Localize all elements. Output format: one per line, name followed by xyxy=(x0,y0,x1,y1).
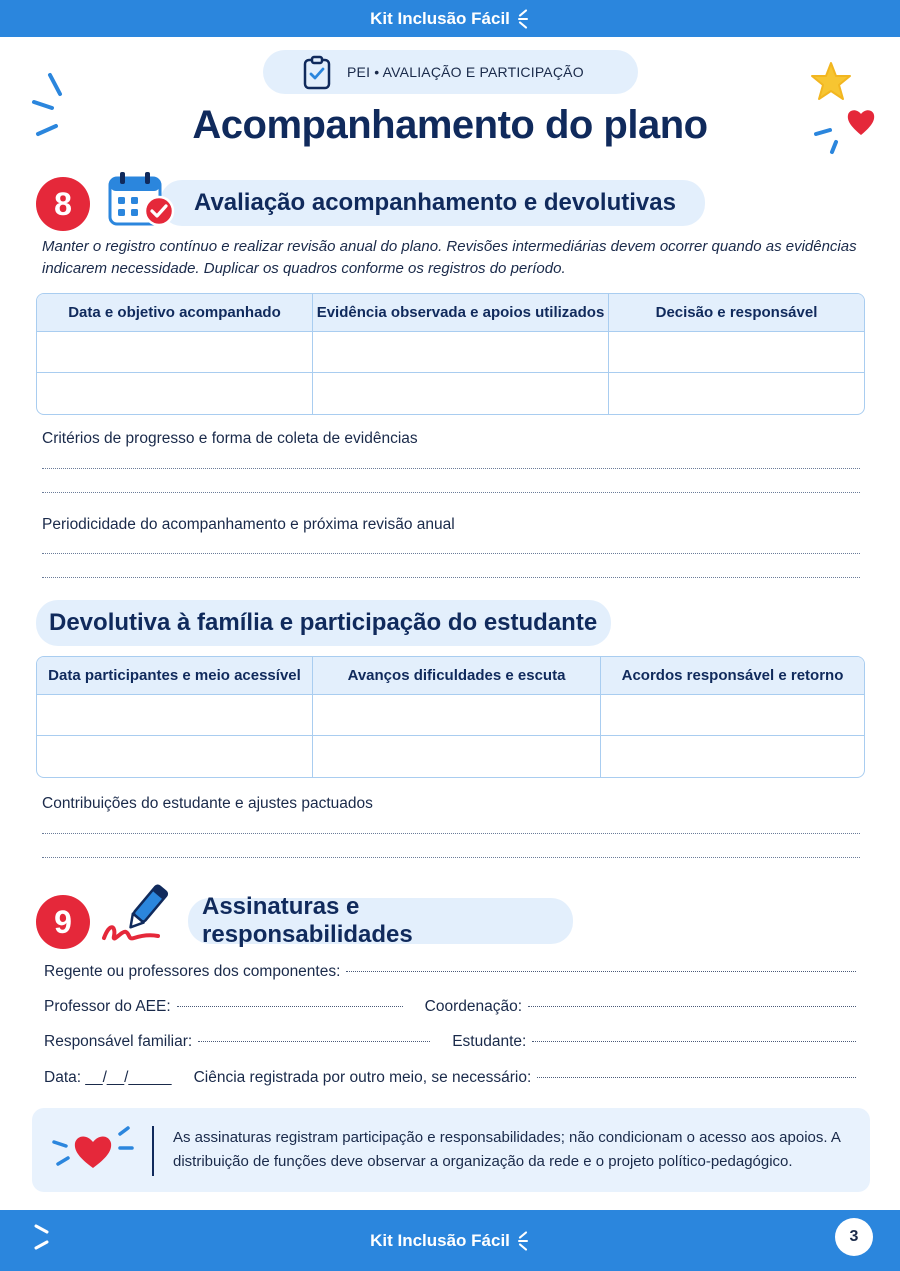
fill-line[interactable] xyxy=(42,577,860,578)
field-label: Critérios de progresso e forma de coleta de evidências xyxy=(42,430,418,447)
date-field[interactable]: Data: __/__/_____ xyxy=(44,1069,172,1086)
monitoring-table xyxy=(36,293,865,415)
table-header-cell: Decisão e responsável xyxy=(609,294,864,332)
signature-label: Professor do AEE: xyxy=(44,998,171,1015)
fill-line[interactable] xyxy=(42,492,860,493)
table-row xyxy=(37,736,864,777)
table-header-cell: Evidência observada e apoios utilizados xyxy=(313,294,609,332)
sparkle-icon xyxy=(516,1232,530,1250)
section-number-badge: 8 xyxy=(36,177,90,231)
table-cell[interactable] xyxy=(37,736,313,777)
table-cell[interactable] xyxy=(37,373,313,414)
signature-line[interactable] xyxy=(532,1041,856,1042)
field-label: Periodicidade do acompanhamento e próxima revisão anual xyxy=(42,516,455,533)
signature-label: Responsável familiar: xyxy=(44,1033,193,1050)
footer-brand: Kit Inclusão Fácil xyxy=(370,1230,510,1250)
header-brand: Kit Inclusão Fácil xyxy=(370,8,510,28)
subsection-heading xyxy=(36,600,611,646)
table-cell[interactable] xyxy=(313,332,609,373)
table-row xyxy=(37,373,864,414)
category-tag-label: PEI • AVALIAÇÃO E PARTICIPAÇÃO xyxy=(347,64,584,80)
signature-line[interactable] xyxy=(537,1077,856,1078)
table-cell[interactable] xyxy=(609,373,864,414)
section-number-badge: 9 xyxy=(36,895,90,949)
signature-line[interactable] xyxy=(177,1006,403,1007)
signature-line[interactable] xyxy=(346,971,856,972)
signature-label: Coordenação: xyxy=(424,998,523,1015)
section-heading xyxy=(160,180,705,226)
calendar-check-icon xyxy=(106,170,176,230)
table-cell[interactable] xyxy=(313,736,601,777)
table-cell[interactable] xyxy=(609,332,864,373)
page-title: Acompanhamento do plano xyxy=(192,103,708,147)
pen-signature-icon xyxy=(100,882,176,948)
top-header-bar xyxy=(0,0,900,37)
clipboard-check-icon xyxy=(301,55,333,91)
fill-line[interactable] xyxy=(42,468,860,469)
table-header-cell: Data participantes e meio acessível xyxy=(37,657,313,695)
decorative-strokes-icon xyxy=(33,1222,55,1252)
table-cell[interactable] xyxy=(37,695,313,736)
section-title: Avaliação acompanhamento e devolutivas xyxy=(194,189,676,216)
footer-bar xyxy=(0,1210,900,1271)
table-cell[interactable] xyxy=(37,332,313,373)
table-cell[interactable] xyxy=(601,695,864,736)
table-cell[interactable] xyxy=(313,695,601,736)
fill-line[interactable] xyxy=(42,553,860,554)
page-number: 3 xyxy=(835,1218,873,1256)
field-label: Contribuições do estudante e ajustes pactuados xyxy=(42,795,373,812)
section-title: Assinaturas e responsabilidades xyxy=(202,893,413,948)
table-cell[interactable] xyxy=(601,736,864,777)
signature-label: Ciência registrada por outro meio, se necessário: xyxy=(193,1069,532,1086)
star-icon xyxy=(810,60,852,102)
table-row xyxy=(37,695,864,736)
category-tag xyxy=(263,50,638,94)
signature-row-aee-coordenacao xyxy=(44,998,858,1016)
fill-line[interactable] xyxy=(42,833,860,834)
table-cell[interactable] xyxy=(313,373,609,414)
signature-label: Regente ou professores dos componentes: xyxy=(44,963,341,980)
signature-line[interactable] xyxy=(528,1006,856,1007)
heart-icon xyxy=(50,1126,134,1174)
section-heading xyxy=(188,893,573,948)
table-header-cell: Acordos responsável e retorno xyxy=(601,657,864,695)
signature-row-data-ciencia xyxy=(44,1069,858,1087)
signature-row-regente xyxy=(44,963,858,981)
family-feedback-table xyxy=(36,656,865,778)
subsection-title: Devolutiva à família e participação do estudante xyxy=(49,609,598,636)
table-row xyxy=(37,332,864,373)
info-note xyxy=(32,1108,870,1192)
fill-line[interactable] xyxy=(42,857,860,858)
table-header-cell: Data e objetivo acompanhado xyxy=(37,294,313,332)
signature-label: Estudante: xyxy=(452,1033,527,1050)
table-header-cell: Avanços dificuldades e escuta xyxy=(313,657,601,695)
note-text: As assinaturas registram participação e responsabilidades; não condicionam o acesso aos apoios. A distribuição de funções deve observar a organização da rede e o projeto político-pedagógico. xyxy=(173,1129,841,1170)
sparkle-icon xyxy=(516,10,530,28)
section-intro: Manter o registro contínuo e realizar revisão anual do plano. Revisões intermediárias devem ocorrer quando as evidências indicarem necessidade. Duplicar os quadros conforme os registros do período. xyxy=(42,238,857,277)
signature-row-responsavel-estudante xyxy=(44,1033,858,1051)
signature-line[interactable] xyxy=(198,1041,430,1042)
